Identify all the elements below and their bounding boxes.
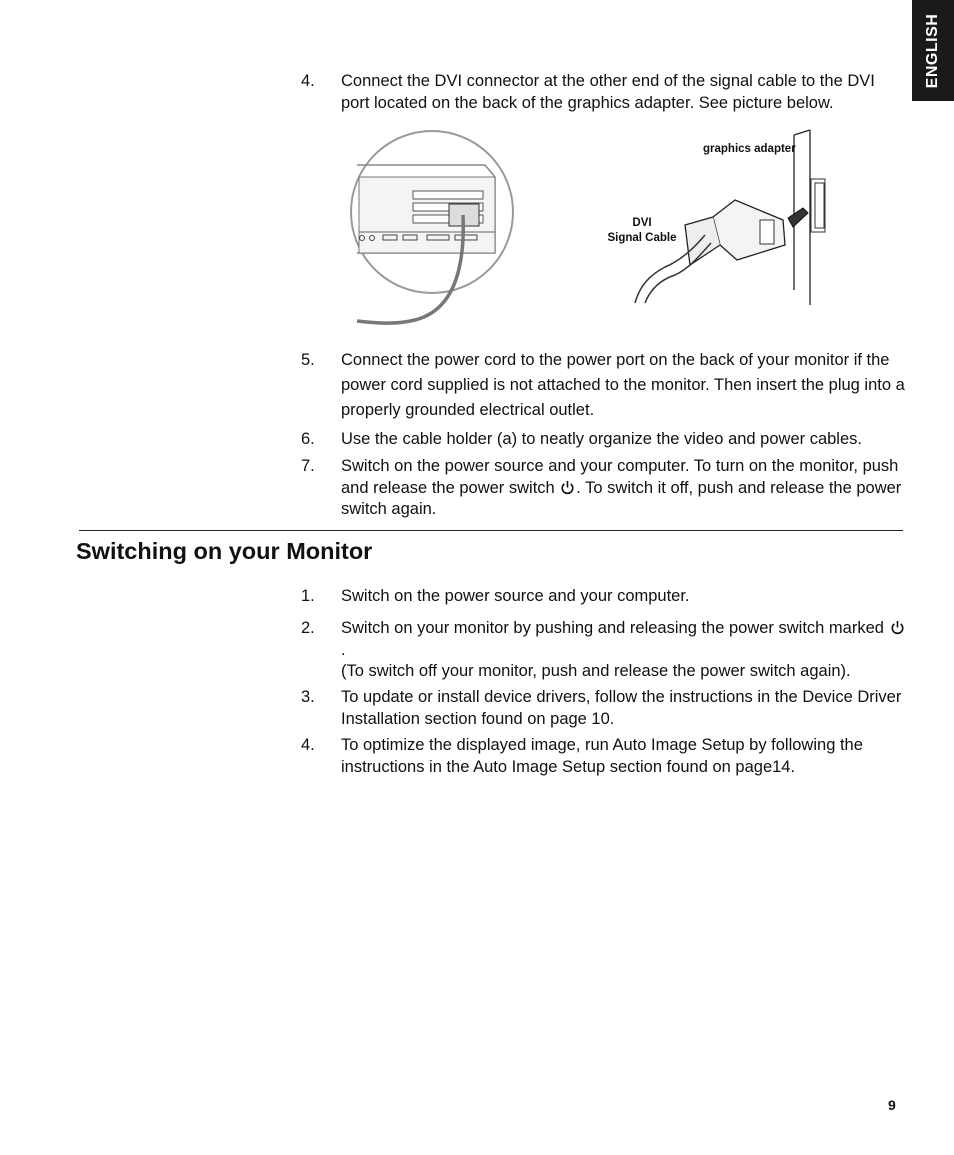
- step-number: 4.: [301, 72, 315, 90]
- step-text: To update or install device drivers, follow the instructions in the Device Driver Installation section found on page 10.: [341, 688, 902, 728]
- step-number: 2.: [301, 619, 315, 637]
- step-number: 5.: [301, 351, 315, 369]
- step-text: Switch on the power source and your computer. To turn on the monitor, push and release the power switch . To switch it off, push and release the power switch again.: [341, 457, 902, 518]
- step-note: (To switch off your monitor, push and release the power switch again).: [341, 662, 851, 680]
- dvi-label: DVI: [632, 217, 652, 229]
- step-number: 1.: [301, 587, 315, 605]
- power-switch-icon: [890, 620, 905, 635]
- section-title: Switching on your Monitor: [76, 538, 373, 564]
- connection-step-4: [301, 71, 906, 114]
- connection-step-6: [301, 429, 906, 451]
- switching-step-4: [301, 735, 906, 778]
- step-number: 3.: [301, 688, 315, 706]
- step-text: To optimize the displayed image, run Auto Image Setup by following the instructions in the Auto Image Setup section found on page14.: [341, 736, 863, 776]
- connection-step-7: [301, 456, 906, 521]
- switching-step-1: [301, 586, 906, 608]
- dvi-cable-connector: [635, 200, 808, 303]
- switching-step-2: [301, 618, 906, 683]
- section-divider: [79, 530, 903, 531]
- language-tab: [912, 0, 954, 101]
- signal-cable-label: Signal Cable: [607, 232, 677, 244]
- step-text: Switch on your monitor by pushing and releasing the power switch marked . (To switch off your monitor, push and release the power switch again).: [341, 618, 906, 683]
- language-tab-label: ENGLISH: [924, 13, 941, 88]
- step-number: 6.: [301, 430, 315, 448]
- connection-step-5: [301, 348, 906, 423]
- step-text: Connect the DVI connector at the other end of the signal cable to the DVI port located on the back of the graphics adapter. See picture below.: [341, 72, 875, 112]
- step-text: Switch on the power source and your computer.: [341, 587, 690, 605]
- power-switch-icon: [560, 480, 575, 495]
- graphics-adapter-label: graphics adapter: [703, 143, 796, 155]
- switching-step-3: [301, 687, 906, 730]
- page-number: 9: [888, 1097, 896, 1113]
- step-number: 7.: [301, 457, 315, 475]
- dvi-connection-diagram: [345, 125, 845, 335]
- step-number: 4.: [301, 736, 315, 754]
- step-text: Use the cable holder (a) to neatly organize the video and power cables.: [341, 430, 862, 448]
- step-text: Connect the power cord to the power port on the back of your monitor if the power cord supplied is not attached to the monitor. Then insert the plug into a properly grounded electrical outlet.: [341, 351, 905, 419]
- pc-back-panel-closeup: [351, 131, 513, 323]
